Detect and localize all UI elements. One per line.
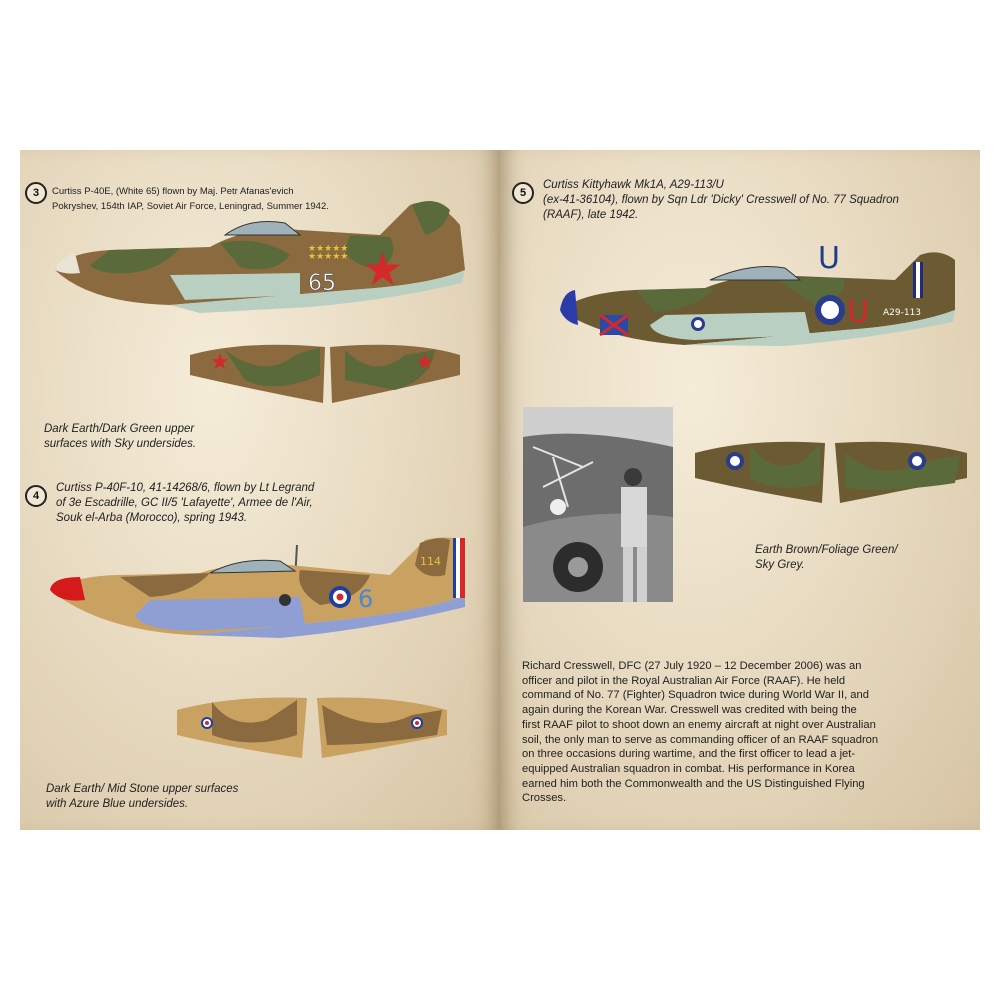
scheme-line: Sky Grey. — [755, 559, 805, 571]
svg-text:★★★★★: ★★★★★ — [308, 244, 349, 254]
french-wing-planform — [172, 690, 452, 765]
caption-line: Curtiss P-40F-10, 41-14268/6, flown by Lt Legrand — [56, 482, 315, 494]
profile-5-scheme — [755, 543, 898, 573]
scheme-line: Earth Brown/Foliage Green/ — [755, 544, 898, 556]
bio-line: command of No. 77 (Fighter) Squadron twice during World War II, and — [522, 689, 869, 702]
soviet-star-icon: ★ — [362, 242, 404, 296]
soviet-p40e-side-profile — [50, 195, 470, 315]
bio-line: Crosses. — [522, 792, 567, 805]
pilot-photo — [523, 407, 673, 602]
bio-line: again during the Korean War. Cresswell was credited with being the — [522, 704, 857, 717]
serial-number: A29-113 — [883, 308, 922, 318]
profile-4-scheme — [46, 782, 238, 812]
bio-line: soil, the only man to serve as commanding officer of an RAAF squadron — [522, 733, 879, 746]
tail-code-letter: U — [818, 241, 840, 276]
scheme-line: with Azure Blue undersides. — [46, 798, 189, 810]
soviet-wing-planform — [185, 335, 465, 405]
soviet-star-icon: ★ — [415, 350, 435, 375]
caption-line: Curtiss P-40E, (White 65) flown by Maj. Petr Afanas'evich — [52, 186, 294, 197]
bio-line: first RAAF pilot to shoot down an enemy aircraft at night over Australian — [522, 718, 876, 731]
caption-line: Souk el-Arba (Morocco), spring 1943. — [56, 512, 248, 524]
scheme-line: Dark Earth/Dark Green upper — [44, 423, 195, 435]
fin-number: 114 — [420, 555, 441, 568]
caption-line: Pokryshev, 154th IAP, Soviet Air Force, Leningrad, Summer 1942. — [52, 201, 329, 212]
profile-number-3: 3 — [25, 182, 47, 204]
raaf-kittyhawk-side-profile — [545, 230, 965, 350]
profile-3-scheme — [44, 422, 196, 452]
scheme-line: Dark Earth/ Mid Stone upper surfaces — [46, 783, 239, 795]
bio-line: earned him both the Commonwealth and the US Distinguished Flying — [522, 777, 865, 790]
caption-line: (RAAF), late 1942. — [543, 209, 639, 221]
scheme-line: surfaces with Sky undersides. — [44, 438, 197, 450]
biography-paragraph — [522, 659, 957, 806]
profile-number-4: 4 — [25, 485, 47, 507]
bio-line: Richard Cresswell, DFC (27 July 1920 – 12 December 2006) was an — [522, 660, 862, 672]
profile-5-caption — [543, 178, 899, 223]
french-p40f-side-profile — [40, 535, 470, 645]
bio-line: on three occasions during wartime, and the first officer to lead a jet- — [522, 748, 856, 761]
caption-line: Curtiss Kittyhawk Mk1A, A29-113/U — [543, 179, 724, 191]
profile-4-caption — [56, 481, 314, 526]
caption-line: (ex-41-36104), flown by Sqn Ldr 'Dicky' Cresswell of No. 77 Squadron — [543, 194, 899, 206]
caption-line: of 3e Escadrille, GC II/5 'Lafayette', Armee de l'Air, — [56, 497, 313, 509]
raaf-wing-planform — [690, 433, 972, 508]
aircraft-number-65: 65 — [308, 271, 336, 296]
soviet-star-icon: ★ — [210, 350, 230, 375]
profile-number-5: 5 — [512, 182, 534, 204]
svg-text:★★★★★: ★★★★★ — [308, 252, 349, 262]
bio-line: equipped Australian squadron in combat. His performance in Korea — [522, 762, 855, 775]
bio-line: officer and pilot in the Royal Australian Air Force (RAAF). He held — [522, 674, 846, 687]
aircraft-number-6: 6 — [358, 585, 374, 613]
code-letter: U — [847, 295, 869, 330]
